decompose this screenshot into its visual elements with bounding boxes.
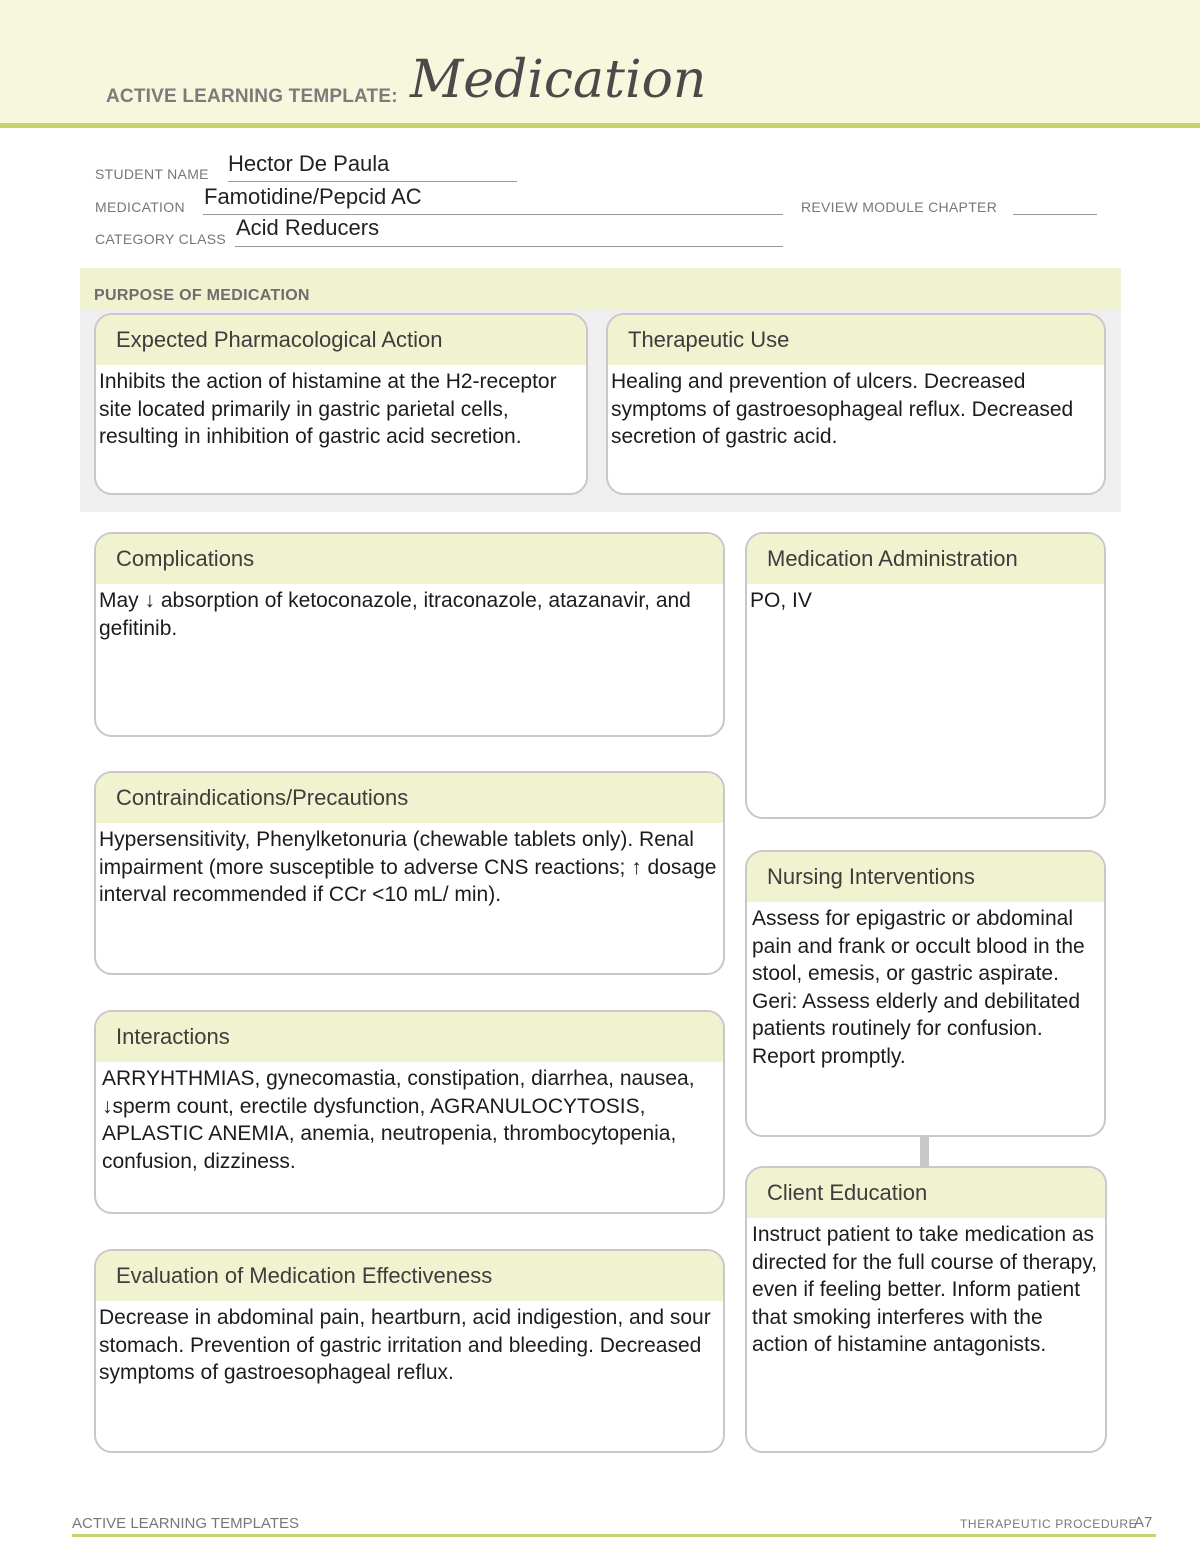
expected-action-heading: Expected Pharmacological Action [96,315,586,365]
page-title: Medication [410,50,707,110]
administration-box [745,532,1106,819]
administration-heading: Medication Administration [747,534,1104,584]
template-label: ACTIVE LEARNING TEMPLATE: [106,86,398,107]
expected-action-text: Inhibits the action of histamine at the H2-receptor site located primarily in gastric parietal cells, resulting in inhibition of gastric acid secretion. [99,370,557,448]
evaluation-box [94,1249,725,1453]
student-name-value: Hector De Paula [228,151,390,176]
contraindications-text: Hypersensitivity, Phenylketonuria (chewable tablets only). Renal impairment (more susceptible to adverse CNS reactions; ↑ dosage interval recommended if CCr <10 mL/ min). [99,828,717,906]
client-education-heading: Client Education [747,1168,1105,1218]
therapeutic-use-box [606,313,1106,495]
contraindications-box [94,771,725,975]
purpose-title: PURPOSE OF MEDICATION [94,287,310,304]
review-module-label: REVIEW MODULE CHAPTER [801,199,998,215]
evaluation-text: Decrease in abdominal pain, heartburn, acid indigestion, and sour stomach. Prevention of gastric irritation and bleeding. Decreased symptoms of gastroesophageal reflux. [99,1306,711,1384]
box-connector [920,1136,929,1166]
medication-label: MEDICATION [95,199,185,215]
therapeutic-use-text: Healing and prevention of ulcers. Decreased symptoms of gastroesophageal reflux. Decreased secretion of gastric acid. [611,370,1074,448]
footer-right-label: THERAPEUTIC PROCEDURE [960,1517,1138,1531]
client-education-box [745,1166,1107,1453]
student-name-label: STUDENT NAME [95,166,209,182]
nursing-interventions-heading: Nursing Interventions [747,852,1104,902]
evaluation-heading: Evaluation of Medication Effectiveness [96,1251,723,1301]
nursing-interventions-box [745,850,1106,1137]
category-class-value: Acid Reducers [236,215,380,240]
interactions-text: ARRYHTHMIAS, gynecomastia, constipation, diarrhea, nausea, ↓sperm count, erectile dysfunction, AGRANULOCYTOSIS, APLASTIC ANEMIA, anemia, neutropenia, thrombocytopenia, confusion, dizziness. [102,1067,695,1173]
category-class-label: CATEGORY CLASS [95,231,227,247]
client-education-text: Instruct patient to take medication as directed for the full course of therapy, even if feeling better. Inform patient that smoking interferes with the action of histamine antagonists. [752,1223,1098,1356]
expected-action-box [94,313,588,495]
administration-text: PO, IV [750,589,812,612]
therapeutic-use-heading: Therapeutic Use [608,315,1104,365]
interactions-heading: Interactions [96,1012,723,1062]
footer-rule [72,1534,1156,1537]
interactions-box [94,1010,725,1214]
complications-box [94,532,725,737]
complications-text: May ↓ absorption of ketoconazole, itraconazole, atazanavir, and gefitinib. [99,589,691,640]
student-name-line [228,181,517,182]
complications-heading: Complications [96,534,723,584]
category-class-line [235,246,783,247]
footer-page-number: A7 [1134,1514,1153,1531]
nursing-interventions-text: Assess for epigastric or abdominal pain and frank or occult blood in the stool, emesis, or gastric aspirate. Geri: Assess elderly and debilitated patients routinely for confusion. Report promptly. [752,907,1085,1068]
review-module-line [1013,214,1097,215]
medication-value: Famotidine/Pepcid AC [204,184,422,209]
footer-left-label: ACTIVE LEARNING TEMPLATES [72,1515,299,1532]
contraindications-heading: Contraindications/Precautions [96,773,723,823]
header-rule [0,123,1200,128]
